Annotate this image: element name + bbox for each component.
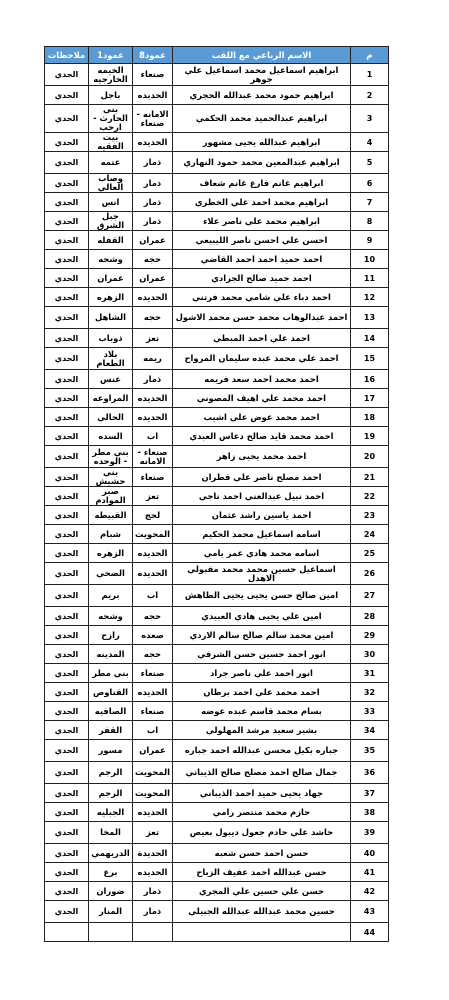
col1-cell[interactable]: بيت الفقيه [89,133,133,152]
name-cell[interactable]: ابراهيم محمد احمد علي الخطري [173,193,351,212]
name-cell[interactable]: انور احمد علي ناصر جراد [173,664,351,683]
notes-cell[interactable]: الحدي [45,468,89,487]
table-row [45,544,389,563]
name-cell[interactable]: اسماعيل حسين محمد محمد مقبولي الاهدل [173,563,351,585]
table-row [45,133,389,152]
col8-cell[interactable]: ذمار [133,152,173,174]
col1-cell[interactable]: بريم [89,585,133,607]
table-row [45,212,389,231]
table-row [45,105,389,133]
empty-cell[interactable] [89,923,133,942]
table-row [45,664,389,683]
name-cell[interactable]: احمد محمد يحيى زاهر [173,446,351,468]
col1-cell[interactable]: القبيطه [89,506,133,525]
col1-cell[interactable]: القناوص [89,683,133,702]
col8-cell[interactable]: الحديده [133,133,173,152]
table-row [45,250,389,269]
row-number-cell[interactable]: 22 [351,487,389,506]
row-number-cell[interactable]: 31 [351,664,389,683]
name-cell[interactable]: حسن علي حسين علي المجري [173,882,351,901]
col8-cell[interactable]: لحج [133,506,173,525]
table-row [45,702,389,721]
notes-cell[interactable]: الحدي [45,86,89,105]
row-number-cell[interactable]: 14 [351,329,389,348]
row-number-cell[interactable]: 20 [351,446,389,468]
table-row [45,626,389,645]
col8-cell[interactable]: الحديده [133,863,173,882]
name-cell[interactable]: ابراهيم محمد علي ناصر علاء [173,212,351,231]
col1-cell[interactable]: بني الحارث - ارحب [89,105,133,133]
table-row [45,348,389,370]
row-number-cell[interactable]: 23 [351,506,389,525]
notes-cell[interactable]: الحدي [45,506,89,525]
name-cell[interactable]: امين صالح حسن يحيى يحيى الطاهش [173,585,351,607]
table-row [45,645,389,664]
col1-cell[interactable]: الدريهمي [89,844,133,863]
col1-cell[interactable]: انس [89,193,133,212]
table-row [45,487,389,506]
table-row [45,607,389,626]
table-row [45,563,389,585]
col8-cell[interactable]: ذمار [133,901,173,923]
table-row [45,844,389,863]
row-number-cell[interactable]: 15 [351,348,389,370]
col1-cell[interactable]: وصاب العالي [89,174,133,193]
col8-cell[interactable]: صنعاء [133,468,173,487]
col1-cell[interactable]: عمران [89,269,133,288]
header-notes[interactable]: ملاحظات [45,47,89,64]
col8-cell[interactable]: حجه [133,607,173,626]
col8-cell[interactable]: الحديده [133,683,173,702]
table-row [45,882,389,901]
notes-cell[interactable]: الحدي [45,844,89,863]
col1-cell[interactable]: السده [89,427,133,446]
name-cell[interactable]: امين علي يحيى هادي العبيدي [173,607,351,626]
col1-cell[interactable]: المدينه [89,645,133,664]
notes-cell[interactable]: الحدي [45,683,89,702]
row-number-cell[interactable]: 27 [351,585,389,607]
name-cell[interactable]: احمد عبدالوهاب محمد حسن محمد الاشول [173,307,351,329]
name-cell[interactable]: حاشد علي حادم جعول ديبول بعيص [173,822,351,844]
table-row [45,389,389,408]
notes-cell[interactable]: الحدي [45,607,89,626]
row-number-cell[interactable]: 10 [351,250,389,269]
col8-cell[interactable]: صنعاء [133,64,173,86]
col8-cell[interactable]: ريمه [133,348,173,370]
header-num[interactable]: م [351,47,389,64]
col1-cell[interactable]: الصافيه [89,702,133,721]
notes-cell[interactable]: الحدي [45,105,89,133]
col8-cell[interactable]: صعده [133,626,173,645]
notes-cell[interactable]: الحدي [45,370,89,389]
col8-cell[interactable]: عمران [133,231,173,250]
col8-cell[interactable]: المحويت [133,762,173,784]
col1-cell[interactable]: عتمه [89,152,133,174]
name-cell[interactable]: احمد علي احمد المبطي [173,329,351,348]
name-cell[interactable]: احسن علي احسن ناصر الليبيعي [173,231,351,250]
row-number-cell[interactable]: 39 [351,822,389,844]
notes-cell[interactable]: الحدي [45,863,89,882]
col8-cell[interactable]: ذمار [133,882,173,901]
col8-cell[interactable]: تعز [133,822,173,844]
notes-cell[interactable]: الحدي [45,133,89,152]
col8-cell[interactable]: تعز [133,329,173,348]
row-number-cell[interactable]: 36 [351,762,389,784]
row-number-cell[interactable]: 9 [351,231,389,250]
notes-cell[interactable]: الحدي [45,193,89,212]
notes-cell[interactable]: الحدي [45,427,89,446]
row-number-cell[interactable]: 19 [351,427,389,446]
row-number-cell[interactable]: 7 [351,193,389,212]
row-number-cell[interactable]: 28 [351,607,389,626]
notes-cell[interactable]: الحدي [45,822,89,844]
notes-cell[interactable]: الحدي [45,152,89,174]
row-number-cell[interactable]: 41 [351,863,389,882]
notes-cell[interactable]: الحدي [45,901,89,923]
row-number-cell[interactable]: 13 [351,307,389,329]
notes-cell[interactable]: الحدي [45,762,89,784]
col1-cell[interactable]: وشحه [89,250,133,269]
name-cell[interactable]: احمد محمد علي اهيف المصوني [173,389,351,408]
table-row [45,901,389,923]
col1-cell[interactable]: وشحه [89,607,133,626]
name-cell[interactable]: امين محمد سالم صالح سالم الاردي [173,626,351,645]
col8-cell[interactable]: الحديده [133,563,173,585]
table-row [45,64,389,86]
row-number-cell[interactable]: 4 [351,133,389,152]
table-row [45,506,389,525]
table-row [45,152,389,174]
table-row [45,427,389,446]
notes-cell[interactable]: الحدي [45,446,89,468]
notes-cell[interactable]: الحدي [45,288,89,307]
spreadsheet [44,46,388,942]
col8-cell[interactable]: الحديده [133,288,173,307]
col8-cell[interactable]: الامانه - صنعاء [133,105,173,133]
notes-cell[interactable]: الحدي [45,563,89,585]
col1-cell[interactable]: المخا [89,822,133,844]
col1-cell[interactable]: الزهره [89,288,133,307]
col8-cell[interactable]: اب [133,721,173,740]
col8-cell[interactable]: الحديده [133,803,173,822]
col1-cell[interactable]: الشاهل [89,307,133,329]
header-col8[interactable]: عمود8 [133,47,173,64]
col8-cell[interactable]: الحديده [133,86,173,105]
col8-cell[interactable]: الحديده [133,544,173,563]
col8-cell[interactable]: المحويت [133,784,173,803]
col8-cell[interactable]: ذمار [133,193,173,212]
row-number-cell[interactable]: 11 [351,269,389,288]
col8-cell[interactable]: حجه [133,307,173,329]
table-row [45,329,389,348]
table-row [45,721,389,740]
name-cell[interactable]: انور احمد حسين حسن الشرفي [173,645,351,664]
notes-cell[interactable]: الحدي [45,626,89,645]
col8-cell[interactable]: اب [133,427,173,446]
col1-cell[interactable]: شبام [89,525,133,544]
notes-cell[interactable]: الحدي [45,721,89,740]
row-number-cell[interactable]: 34 [351,721,389,740]
name-cell[interactable]: احمد حميد صالح الجرادي [173,269,351,288]
header-col1[interactable]: عمود1 [89,47,133,64]
notes-cell[interactable]: الحدي [45,269,89,288]
row-number-cell[interactable]: 8 [351,212,389,231]
table-row [45,784,389,803]
table-row [45,863,389,882]
col1-cell[interactable]: المنار [89,901,133,923]
name-cell[interactable]: حازم محمد منتصر رامي [173,803,351,822]
table-row [45,585,389,607]
col1-cell[interactable]: المراوعه [89,389,133,408]
row-number-cell[interactable]: 18 [351,408,389,427]
col8-cell[interactable]: حجه [133,250,173,269]
name-cell[interactable]: حسن عبدالله احمد عفيف الزباح [173,863,351,882]
table-row [45,269,389,288]
row-number-cell[interactable]: 2 [351,86,389,105]
table-row [45,174,389,193]
table-row [45,762,389,784]
col1-cell[interactable]: الجبليه [89,803,133,822]
table-row [45,408,389,427]
col8-cell[interactable]: الحديدة [133,844,173,863]
notes-cell[interactable]: الحدي [45,487,89,506]
row-number-cell[interactable]: 32 [351,683,389,702]
notes-cell[interactable]: الحدي [45,212,89,231]
col8-cell[interactable]: عمران [133,740,173,762]
table-row [45,803,389,822]
notes-cell[interactable]: الحدي [45,882,89,901]
name-cell[interactable]: احمد محمد قايد صالح دعاس العبدي [173,427,351,446]
row-number-cell[interactable]: 37 [351,784,389,803]
col1-cell[interactable]: باجل [89,86,133,105]
row-number-cell[interactable]: 21 [351,468,389,487]
table-row [45,193,389,212]
row-number-cell[interactable]: 35 [351,740,389,762]
row-number-cell[interactable]: 1 [351,64,389,86]
col1-cell[interactable]: القفر [89,721,133,740]
name-cell[interactable]: احمد حميد احمد احمد القاضي [173,250,351,269]
notes-cell[interactable]: الحدي [45,784,89,803]
col1-cell[interactable]: بني مطر - الوحده [89,446,133,468]
notes-cell[interactable]: الحدي [45,525,89,544]
col1-cell[interactable]: بلاد الطعام [89,348,133,370]
names-table [44,46,389,942]
name-cell[interactable]: بشير سعيد مرشد المهلولي [173,721,351,740]
table-row [45,525,389,544]
notes-cell[interactable]: الحدي [45,64,89,86]
row-number-cell[interactable]: 33 [351,702,389,721]
name-cell[interactable]: بسام محمد قاسم عبده عوضه [173,702,351,721]
col8-cell[interactable]: ذمار [133,370,173,389]
row-number-cell[interactable]: 40 [351,844,389,863]
col1-cell[interactable]: الزهره [89,544,133,563]
table-row [45,288,389,307]
name-cell[interactable]: اسامه محمد هادي عمر يامي [173,544,351,563]
notes-cell[interactable]: الحدي [45,664,89,683]
col8-cell[interactable]: حجه [133,645,173,664]
row-number-cell[interactable]: 29 [351,626,389,645]
row-number-cell[interactable]: 44 [351,923,389,942]
col1-cell[interactable]: الحالي [89,408,133,427]
row-number-cell[interactable]: 5 [351,152,389,174]
table-body [45,64,389,942]
name-cell[interactable]: ابراهيم عبدالله يحيى مشهور [173,133,351,152]
notes-cell[interactable]: الحدي [45,645,89,664]
row-number-cell[interactable]: 42 [351,882,389,901]
notes-cell[interactable]: الحدي [45,307,89,329]
col8-cell[interactable]: صنعاء - الامانه [133,446,173,468]
name-cell[interactable]: ابراهيم اسماعيل محمد اسماعيل علي جوهر [173,64,351,86]
table-row [45,370,389,389]
col1-cell[interactable]: مسور [89,740,133,762]
notes-cell[interactable]: الحدي [45,329,89,348]
name-cell[interactable]: ابراهيم عبدالمعين محمد حمود النهاري [173,152,351,174]
row-number-cell[interactable]: 3 [351,105,389,133]
name-cell[interactable]: احمد محمد علي احمد برطان [173,683,351,702]
notes-cell[interactable]: الحدي [45,740,89,762]
col8-cell[interactable]: ذمار [133,212,173,231]
empty-cell[interactable] [45,923,89,942]
col1-cell[interactable]: صبر الموادم [89,487,133,506]
name-cell[interactable]: ابراهيم عبدالحميد محمد الحكمي [173,105,351,133]
name-cell[interactable]: احمد ياسين راشد عثمان [173,506,351,525]
notes-cell[interactable]: الحدي [45,702,89,721]
col1-cell[interactable]: رازح [89,626,133,645]
row-number-cell[interactable]: 6 [351,174,389,193]
name-cell[interactable]: احمد نبيل عبدالغني احمد ناجي [173,487,351,506]
empty-cell[interactable] [173,923,351,942]
col8-cell[interactable]: المحويت [133,525,173,544]
row-number-cell[interactable]: 16 [351,370,389,389]
col1-cell[interactable]: ضوران [89,882,133,901]
col8-cell[interactable]: صنعاء [133,702,173,721]
notes-cell[interactable]: الحدي [45,231,89,250]
row-number-cell[interactable]: 17 [351,389,389,408]
col1-cell[interactable]: الرجم [89,784,133,803]
col1-cell[interactable]: عنس [89,370,133,389]
col8-cell[interactable]: الحديده [133,408,173,427]
header-row [45,47,389,64]
col8-cell[interactable]: الحديده [133,389,173,408]
name-cell[interactable]: جباره بكيل محسن عبدالله احمد جباره [173,740,351,762]
col1-cell[interactable]: القفله [89,231,133,250]
table-row [45,446,389,468]
name-cell[interactable]: جهاد يحيى حميد احمد الذيباني [173,784,351,803]
notes-cell[interactable]: الحدي [45,585,89,607]
header-name[interactable]: الاسم الرباعي مع اللقب [173,47,351,64]
col1-cell[interactable]: جبل الشرق [89,212,133,231]
name-cell[interactable]: ابراهيم غانم قارع غانم شعاف [173,174,351,193]
col8-cell[interactable]: تعز [133,487,173,506]
row-number-cell[interactable]: 26 [351,563,389,585]
row-number-cell[interactable]: 43 [351,901,389,923]
name-cell[interactable]: احمد دباء علي شامي محمد فرتني [173,288,351,307]
table-row-partial [45,923,389,942]
table-row [45,468,389,487]
name-cell[interactable]: حسن احمد حسن شعبه [173,844,351,863]
table-row [45,683,389,702]
row-number-cell[interactable]: 38 [351,803,389,822]
table-row [45,307,389,329]
notes-cell[interactable]: الحدي [45,174,89,193]
notes-cell[interactable]: الحدي [45,348,89,370]
name-cell[interactable]: حسين محمد عبدالله عبدالله الجبيلي [173,901,351,923]
row-number-cell[interactable]: 25 [351,544,389,563]
name-cell[interactable]: جمال صالح احمد مصلح صالح الذيباني [173,762,351,784]
col8-cell[interactable]: اب [133,585,173,607]
notes-cell[interactable]: الحدي [45,544,89,563]
notes-cell[interactable]: الحدي [45,389,89,408]
col1-cell[interactable]: الرجم [89,762,133,784]
col8-cell[interactable]: صنعاء [133,664,173,683]
name-cell[interactable]: ابراهيم حمود محمد عبدالله الحجري [173,86,351,105]
name-cell[interactable]: احمد محمد عوض علي اشيب [173,408,351,427]
name-cell[interactable]: احمد محمد احمد سعد فريمه [173,370,351,389]
empty-cell[interactable] [133,923,173,942]
notes-cell[interactable]: الحدي [45,408,89,427]
col1-cell[interactable]: برع [89,863,133,882]
col8-cell[interactable]: عمران [133,269,173,288]
notes-cell[interactable]: الحدي [45,803,89,822]
col1-cell[interactable]: الخيمه الخارجيه [89,64,133,86]
name-cell[interactable]: احمد مصلح ناصر علي قطران [173,468,351,487]
name-cell[interactable]: اسامه اسماعيل محمد الحكيم [173,525,351,544]
table-row [45,740,389,762]
name-cell[interactable]: احمد علي محمد عبده سليمان المرواح [173,348,351,370]
table-row [45,231,389,250]
row-number-cell[interactable]: 12 [351,288,389,307]
col1-cell[interactable]: بني مطر [89,664,133,683]
col1-cell[interactable]: الضحي [89,563,133,585]
row-number-cell[interactable]: 30 [351,645,389,664]
row-number-cell[interactable]: 24 [351,525,389,544]
col8-cell[interactable]: ذمار [133,174,173,193]
col1-cell[interactable]: بني حشيش [89,468,133,487]
notes-cell[interactable]: الحدي [45,250,89,269]
col1-cell[interactable]: ذوباب [89,329,133,348]
table-row [45,822,389,844]
table-row [45,86,389,105]
